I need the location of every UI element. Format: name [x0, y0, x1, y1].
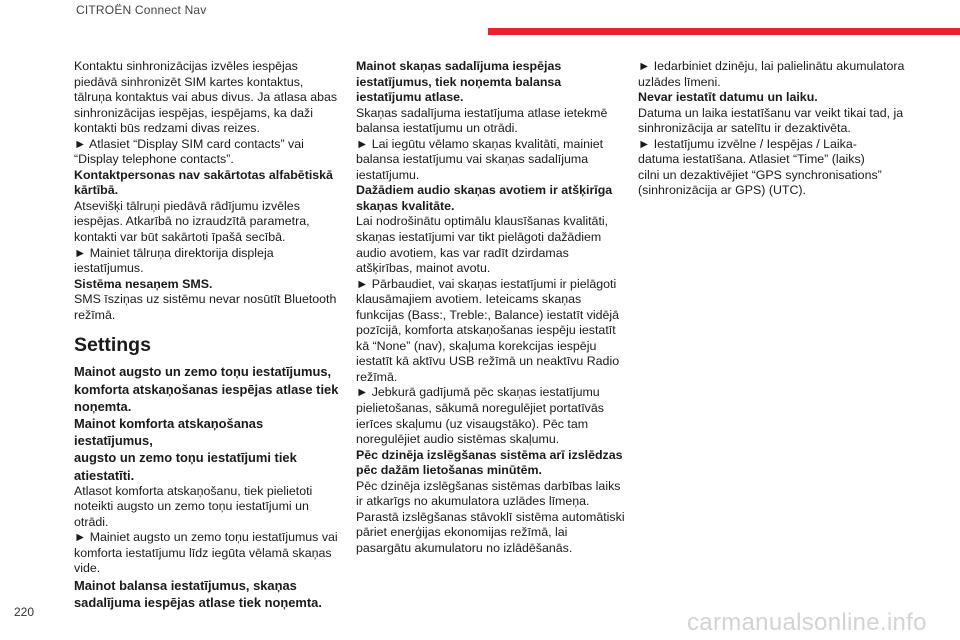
paragraph: Skaņas sadalījuma iestatījuma atlase ietekmē balansa iestatījumu un otrādi. ► Lai iegūtu vēlamo skaņas kvalitāti, mainiet balansa iestatījumu vai skaņas sadalījuma iestatījumu. [356, 105, 608, 182]
paragraph: SMS īsziņas uz sistēmu nevar nosūtīt Bluetooth režīmā. [74, 292, 337, 322]
column-middle [356, 59, 626, 557]
bold-heading: Pēc dzinēja izslēgšanas sistēma arī izslēdzas pēc dažām lietošanas minūtēm. [356, 447, 623, 478]
column-left [74, 59, 344, 611]
column-right [638, 59, 908, 199]
header-title: CITROËN Connect Nav [76, 3, 207, 17]
section-title: Settings [74, 334, 151, 357]
paragraph: Datuma un laika iestatīšanu var veikt tikai tad, ja sinhronizācija ar satelītu ir dezaktivēta. ► Iestatījumu izvēlne / Iespējas / Laika- datuma iestatīšana. Atlasiet “Time” (laiks) cilni un dezaktivējiet “GPS synchronisations” (sinhronizācija ar GPS) (UTC). [638, 105, 904, 198]
bold-heading: Mainot komforta atskaņošanas iestatījumus, augsto un zemo toņu iestatījumi tiek atiestatīti. [74, 415, 297, 483]
paragraph: ► Iedarbiniet dzinēju, lai palielinātu akumulatora uzlādes līmeni. [638, 59, 905, 89]
watermark: carmanualsonline.info [687, 609, 927, 636]
bold-heading: Mainot augsto un zemo toņu iestatījumus, komforta atskaņošanas iespējas atlase tiek noņemta. [74, 364, 339, 414]
bold-heading: Kontaktpersonas nav sakārtotas alfabētiskā kārtībā. [74, 167, 333, 198]
paragraph: Atsevišķi tālruņi piedāvā rādījumu izvēles iespējas. Atkarībā no izraudzītā parametra, kontakti var būt sakārtoti īpašā secībā. ► Mainiet tālruņa direktorija displeja iestatījumus. [74, 198, 310, 276]
bold-heading: Mainot balansa iestatījumus, skaņas sadalījuma iespējas atlase tiek noņemta. [74, 578, 322, 611]
paragraph: Atlasot komforta atskaņošanu, tiek pielietoti noteikti augsto un zemo toņu iestatījumi un otrādi. ► Mainiet augsto un zemo toņu iestatījumus vai komforta iestatījumu līdz iegūta vēlamā skaņas vide. [74, 483, 338, 576]
bold-heading: Nevar iestatīt datumu un laiku. [638, 90, 818, 105]
header-accent-bar [488, 28, 960, 35]
paragraph: Kontaktu sinhronizācijas izvēles iespējas piedāvā sinhronizēt SIM kartes kontaktus, tālruņa kontaktus vai abus divus. Ja atlasa abas sinhronizācijas iespējas, iespējams, ka daži kontakti būs redzami divas reizes. ► Atlasiet “Display SIM card contacts” vai “Display telephone contacts”. [74, 59, 338, 167]
bold-heading: Mainot skaņas sadalījuma iespējas iestatījumus, tiek noņemta balansa iestatījumu atlase. [356, 59, 562, 105]
paragraph: Lai nodrošinātu optimālu klausīšanas kvalitāti, skaņas iestatījumi var tikt pielāgoti dažādiem audio avotiem, kas var radīt dzirdamas atšķirības, mainot avotu. ► Pārbaudiet, vai skaņas iestatījumi ir pielāgoti klausāmajiem avotiem. Ieteicams skaņas funkcijas (Bass:, Treble:, Balance) iestatīt vidējā pozīcijā, komforta atskaņošanas iespēju iestatīt kā “None” (nav), skaļuma korekcijas iespēju iestatīt kā aktīvu USB režīmā un neaktīvu Radio režīmā. ► Jebkurā gadījumā pēc skaņas iestatījumu pielietošanas, sākumā noregulējiet portatīvās ierīces skaļumu (uz visaugstāko). Pēc tam noregulējiet audio sistēmas skaļumu. [356, 214, 620, 447]
bold-heading: Dažādiem audio skaņas avotiem ir atšķirīga skaņas kvalitāte. [356, 183, 613, 213]
bold-heading: Sistēma nesaņem SMS. [74, 276, 213, 291]
page-number: 220 [14, 605, 35, 619]
paragraph: Pēc dzinēja izslēgšanas sistēmas darbības laiks ir atkarīgs no akumulatora uzlādes līmeņa. Parastā izslēgšanas stāvoklī sistēma automātiski pāriet enerģijas ekonomijas režīmā, lai pasargātu akumulatoru no izlādēšanās. [356, 478, 625, 555]
